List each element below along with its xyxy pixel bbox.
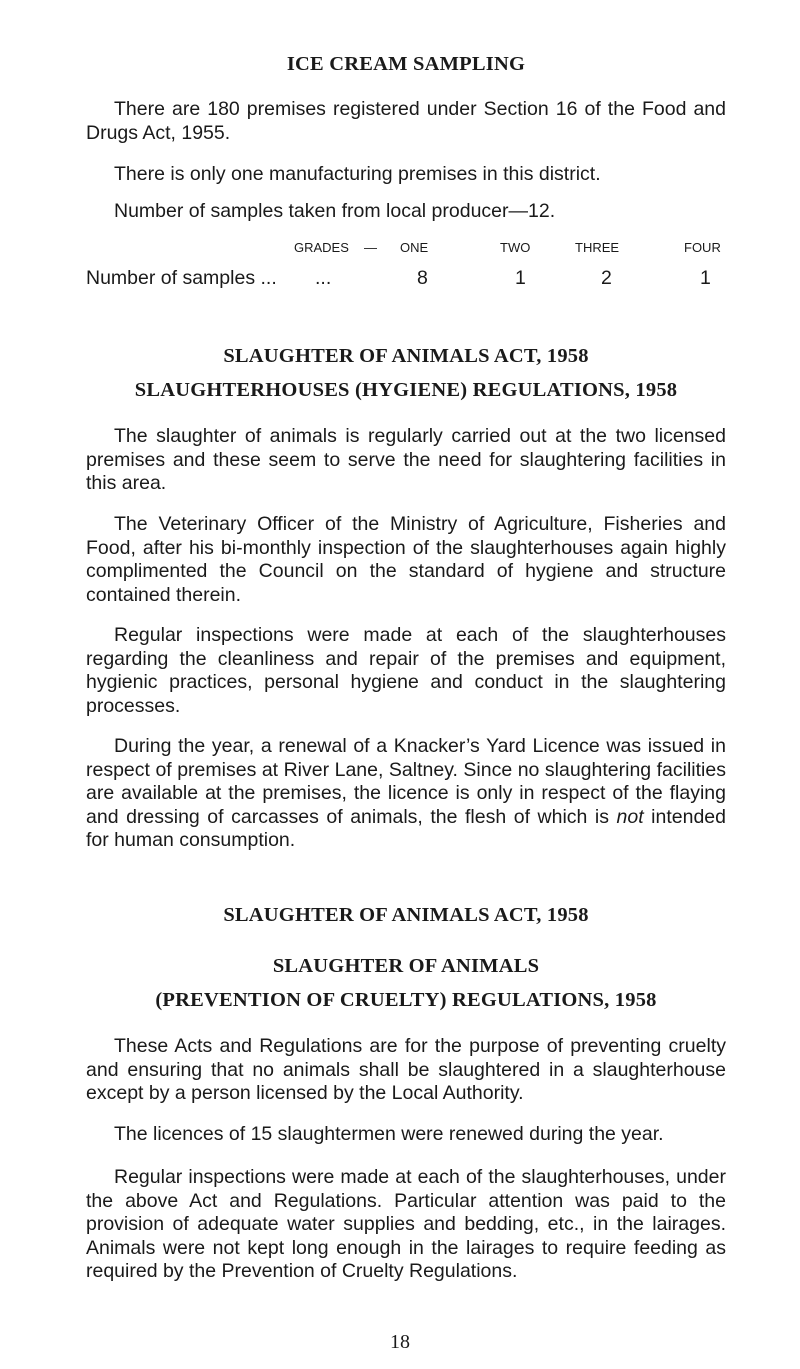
hygiene-regs-heading: SLAUGHTERHOUSES (HYGIENE) REGULATIONS, 1958 [134,379,678,401]
slaughter-of-animals-heading: SLAUGHTER OF ANIMALS [272,955,540,977]
grade-two: TWO [500,240,531,255]
slaughter-para-1: The slaughter of animals is regularly carried out at the two licensed premises and these seem to serve the need for slaughtering facilities in this area. [86,425,726,494]
ice-cream-para-3: Number of samples taken from local producer—12. [114,200,556,222]
slaughter-para-4-a: During the year, a renewal of a Knacker’s Yard Licence was issued in respect of premises at River Lane, Saltney. Since no slaughtering facilities are available at the premises, the licence is only in respect of the flaying and dressing of carcasses of animals, the flesh of which is [86,735,726,828]
slaughter-para-4-b: intended for human consumption. [86,805,726,851]
slaughter-para-4-em: not [616,805,644,828]
slaughter-para-2: The Veterinary Officer of the Ministry of Agriculture, Fisheries and Food, after his bi-monthly inspection of the slaughterhouses again highly complimented the Council on the standard of hygiene and structure contained therein. [86,513,726,606]
samples-grade-four: 1 [700,267,711,289]
samples-row-label: Number of samples ... [86,267,277,289]
cruelty-para-1: These Acts and Regulations are for the purpose of preventing cruelty and ensuring that no animals shall be slaughtered in a slaughterhouse except by a person licensed by the Local Authority. [86,1035,726,1104]
slaughter-para-4 [86,735,726,853]
slaughter-para-3: Regular inspections were made at each of the slaughterhouses regarding the cleanliness and repair of the premises and equipment, hygienic practices, personal hygiene and conduct in the slaughtering processes. [86,624,726,717]
ice-cream-heading: ICE CREAM SAMPLING [286,53,526,75]
samples-grade-two: 1 [515,267,526,289]
cruelty-para-2: The licences of 15 slaughtermen were renewed during the year. [114,1123,664,1145]
grade-three: THREE [575,240,620,255]
ice-cream-para-1: There are 180 premises registered under Section 16 of the Food and Drugs Act, 1955. [86,98,726,144]
prevention-cruelty-heading: (PREVENTION OF CRUELTY) REGULATIONS, 1958 [155,989,657,1011]
samples-row-dots: ... [315,267,332,289]
samples-grade-one: 8 [417,267,428,289]
grade-one: ONE [400,240,429,255]
grades-label: GRADES [294,240,349,255]
slaughter-act-heading: SLAUGHTER OF ANIMALS ACT, 1958 [223,345,589,367]
samples-grade-three: 2 [601,267,612,289]
slaughter-act-heading-2: SLAUGHTER OF ANIMALS ACT, 1958 [223,904,589,926]
ice-cream-para-2: There is only one manufacturing premises in this district. [114,163,601,185]
page-number: 18 [390,1331,410,1353]
cruelty-para-3: Regular inspections were made at each of the slaughterhouses, under the above Act and Regulations. Particular attention was paid to the provision of adequate water supplies and bedding, etc., in the lairages. Animals were not kept long enough in the lairages to require feeding as required by the Prevention of Cruelty Regulations. [86,1166,726,1282]
grades-dash: — [364,240,377,255]
grade-four: FOUR [684,240,721,255]
